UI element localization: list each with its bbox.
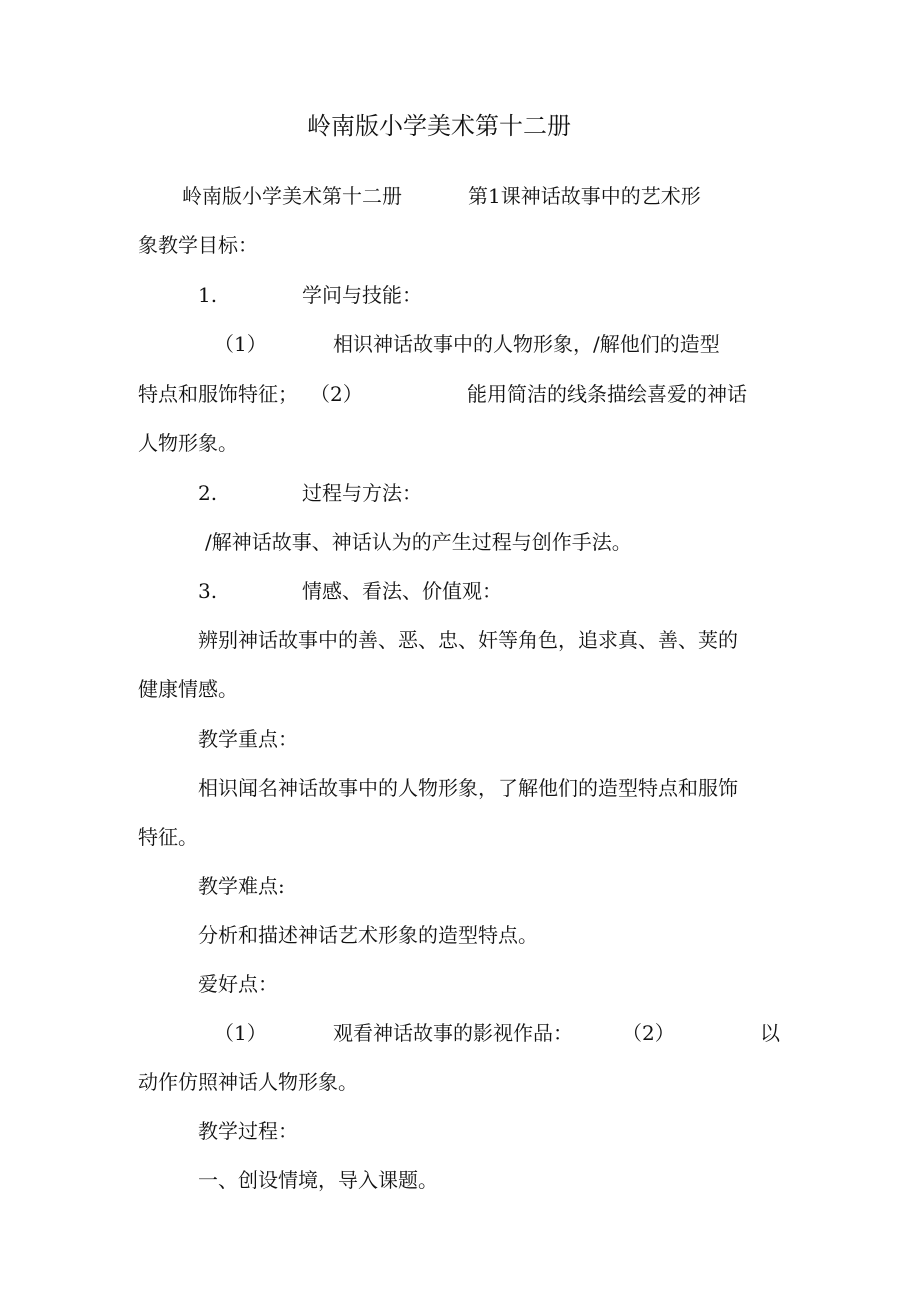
goal1-item1-number: （1） (214, 332, 267, 356)
intro-objectives-heading: 象教学目标： (138, 233, 258, 257)
process-heading: 教学过程： (198, 1119, 298, 1143)
interest-item1-number: （1） (214, 1021, 267, 1045)
interest-item2-number: （2） (622, 1021, 675, 1045)
goal1-item2-number: （2） (310, 382, 363, 406)
goal1-heading: 学问与技能： (302, 283, 422, 307)
goal3-text-line2: 健康情感。 (138, 677, 238, 701)
difficulty-text: 分析和描述神话艺术形象的造型特点。 (198, 923, 538, 947)
goal1-item1-continuation: 特点和服饰特征； (138, 382, 298, 406)
goal3-text-line1: 辨别神话故事中的善、恶、忠、奸等角色，追求真、善、荚的 (198, 628, 738, 652)
process-step1: 一、创设情境，导入课题。 (198, 1168, 438, 1192)
goal2-number: 2. (198, 481, 218, 505)
interest-item2-continuation: 动作仿照神话人物形象。 (138, 1070, 358, 1094)
goal3-number: 3. (198, 579, 218, 603)
key-points-heading: 教学重点： (198, 727, 298, 751)
goal1-item2-continuation: 人物形象。 (138, 431, 238, 455)
goal1-item1-text: 相识神话故事中的人物形象，/解他们的造型 (333, 332, 720, 356)
goal3-heading: 情感、看法、价值观： (302, 579, 502, 603)
intro-book-name: 岭南版小学美术第十二册 (182, 184, 402, 208)
key-points-text-line1: 相识闻名神话故事中的人物形象，了解他们的造型特点和服饰 (198, 776, 738, 800)
difficulty-heading: 教学难点: (198, 874, 285, 898)
goal2-heading: 过程与方法： (302, 481, 422, 505)
interest-item1-text: 观看神话故事的影视作品： (333, 1021, 573, 1045)
goal2-text: /解神话故事、神话认为的产生过程与创作手法。 (205, 530, 632, 554)
document-title: 岭南版小学美术第十二册 (307, 112, 571, 140)
interest-heading: 爱好点： (198, 972, 278, 996)
interest-item2-text: 以 (760, 1021, 780, 1045)
key-points-text-line2: 特征。 (138, 825, 198, 849)
intro-lesson-title: 第1课神话故事中的艺术形 (468, 184, 701, 208)
goal1-number: 1. (198, 283, 218, 307)
goal1-item2-text: 能用简洁的线条描绘喜爱的神话 (467, 382, 747, 406)
